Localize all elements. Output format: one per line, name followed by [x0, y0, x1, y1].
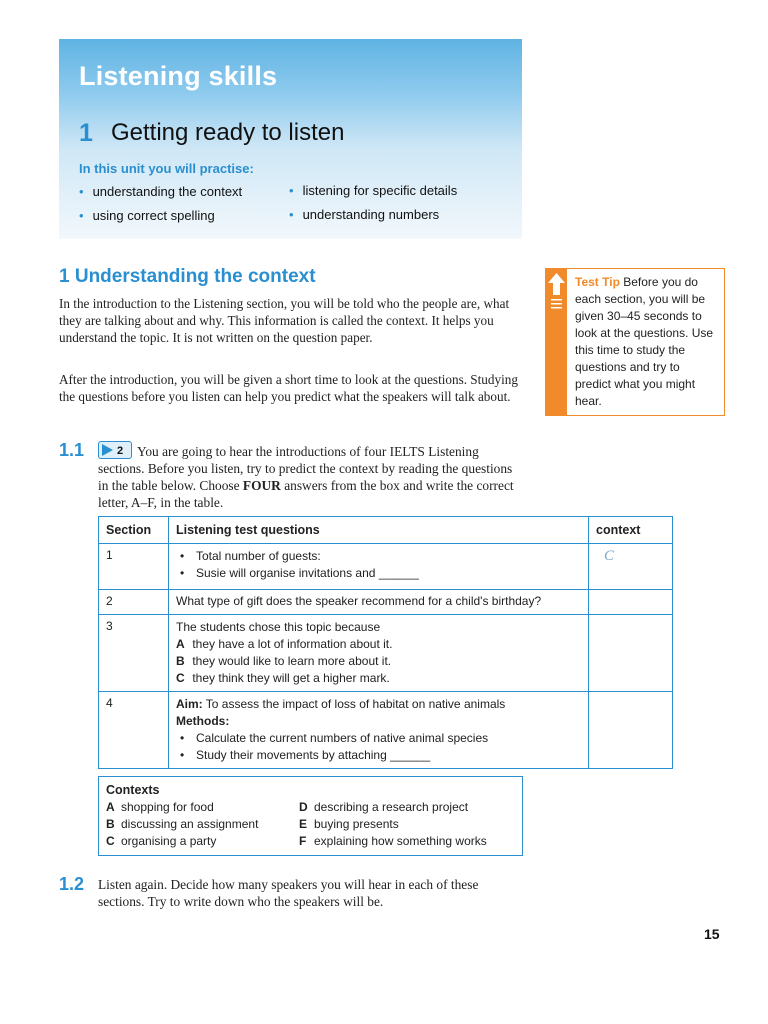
option-item: C they think they will get a higher mark.: [176, 671, 390, 685]
table-row: [99, 590, 673, 615]
context-option: E buying presents: [299, 817, 399, 831]
context-answer-cell[interactable]: [589, 615, 673, 692]
context-option: A shopping for food: [106, 800, 214, 814]
option-item: B they would like to learn more about it.: [176, 654, 392, 668]
table-header-row: [99, 517, 673, 544]
question-cell: The students chose this topic because A they have a lot of information about it. B they would like to learn more about it. C they think they will get a higher mark.: [169, 615, 589, 692]
column-header: context: [589, 517, 673, 544]
context-answer-cell[interactable]: [589, 544, 673, 590]
intro-paragraph: After the introduction, you will be given a short time to look at the questions. Studying the questions before you listen can help you predict what the speakers will talk about.: [59, 372, 518, 404]
column-header: Section: [99, 517, 169, 544]
question-cell: Aim: To assess the impact of loss of habitat on native animals Methods: • Calculate the current numbers of native animal species • Study their movements by attaching ______: [169, 692, 589, 769]
exercise-instructions: 2 You are going to hear the introductions of four IELTS Listening sections. Before you listen, try to predict the context by reading the questions in the table below. Choose FOUR answers from the box and write the correct letter, A–F, in the table.: [98, 441, 526, 511]
practise-item: • using correct spelling: [79, 208, 215, 223]
bullet-icon: •: [79, 184, 84, 199]
practise-item: • understanding the context: [79, 184, 243, 199]
exercise-instructions: Listen again. Decide how many speakers you will hear in each of these sections. Try to write down who the speakers will be.: [98, 877, 479, 909]
audio-track-icon[interactable]: 2: [98, 441, 132, 459]
bullet-icon: •: [289, 183, 294, 198]
context-option: D describing a research project: [299, 800, 469, 814]
question-cell: [169, 544, 589, 590]
contexts-title: Contexts: [106, 783, 160, 797]
unit-title: Getting ready to listen: [111, 119, 345, 146]
section-heading: 1 Understanding the context: [59, 266, 316, 287]
practise-item: • understanding numbers: [289, 207, 440, 222]
questions-table: [98, 516, 673, 769]
unit-header: [59, 39, 522, 239]
contexts-box: [98, 776, 523, 856]
bullet-icon: •: [79, 208, 84, 223]
context-option: B discussing an assignment: [106, 817, 259, 831]
tip-sidebar: [546, 269, 567, 415]
table-row: [99, 692, 673, 769]
practise-item: • listening for specific details: [289, 183, 458, 198]
tip-body: Before you do each section, you will be given 30–45 seconds to look at the questions. Use this time to study the questions and try to predict what you might hear.: [575, 275, 714, 408]
tip-label: Test Tip: [575, 275, 620, 289]
list-item: • Calculate the current numbers of native animal species: [180, 731, 489, 745]
context-option: C organising a party: [106, 834, 217, 848]
section-cell: 1: [99, 544, 169, 590]
list-item: • Total number of guests:: [180, 549, 321, 563]
question-cell: What type of gift does the speaker recommend for a child's birthday?: [169, 590, 589, 615]
bullet-icon: •: [289, 207, 294, 222]
option-item: A they have a lot of information about it.: [176, 637, 393, 651]
table-row: [99, 544, 673, 590]
unit-number: 1: [79, 119, 93, 147]
page-number: 15: [704, 926, 720, 942]
practise-heading: In this unit you will practise:: [79, 161, 254, 176]
section-cell: 2: [99, 590, 169, 615]
exercise-number: 1.2: [59, 874, 85, 894]
exercise-number: 1.1: [59, 440, 85, 460]
list-item: • Study their movements by attaching ______: [180, 748, 431, 762]
list-item: • Susie will organise invitations and ______: [180, 566, 419, 580]
table-row: [99, 615, 673, 692]
handwritten-answer: C: [604, 548, 615, 564]
context-answer-cell[interactable]: [589, 590, 673, 615]
section-cell: 3: [99, 615, 169, 692]
context-option: F explaining how something works: [299, 834, 487, 848]
section-title: Listening skills: [79, 61, 278, 91]
column-header: Listening test questions: [169, 517, 589, 544]
context-answer-cell[interactable]: [589, 692, 673, 769]
tip-text: [575, 274, 719, 410]
arrow-up-icon: [546, 269, 567, 415]
section-cell: 4: [99, 692, 169, 769]
intro-paragraph: In the introduction to the Listening section, you will be told who the people are, what they are talking about and why. This information is called the context. It helps you understand the topic. It is not written on the question paper.: [59, 296, 510, 345]
test-tip-box: [545, 268, 725, 416]
